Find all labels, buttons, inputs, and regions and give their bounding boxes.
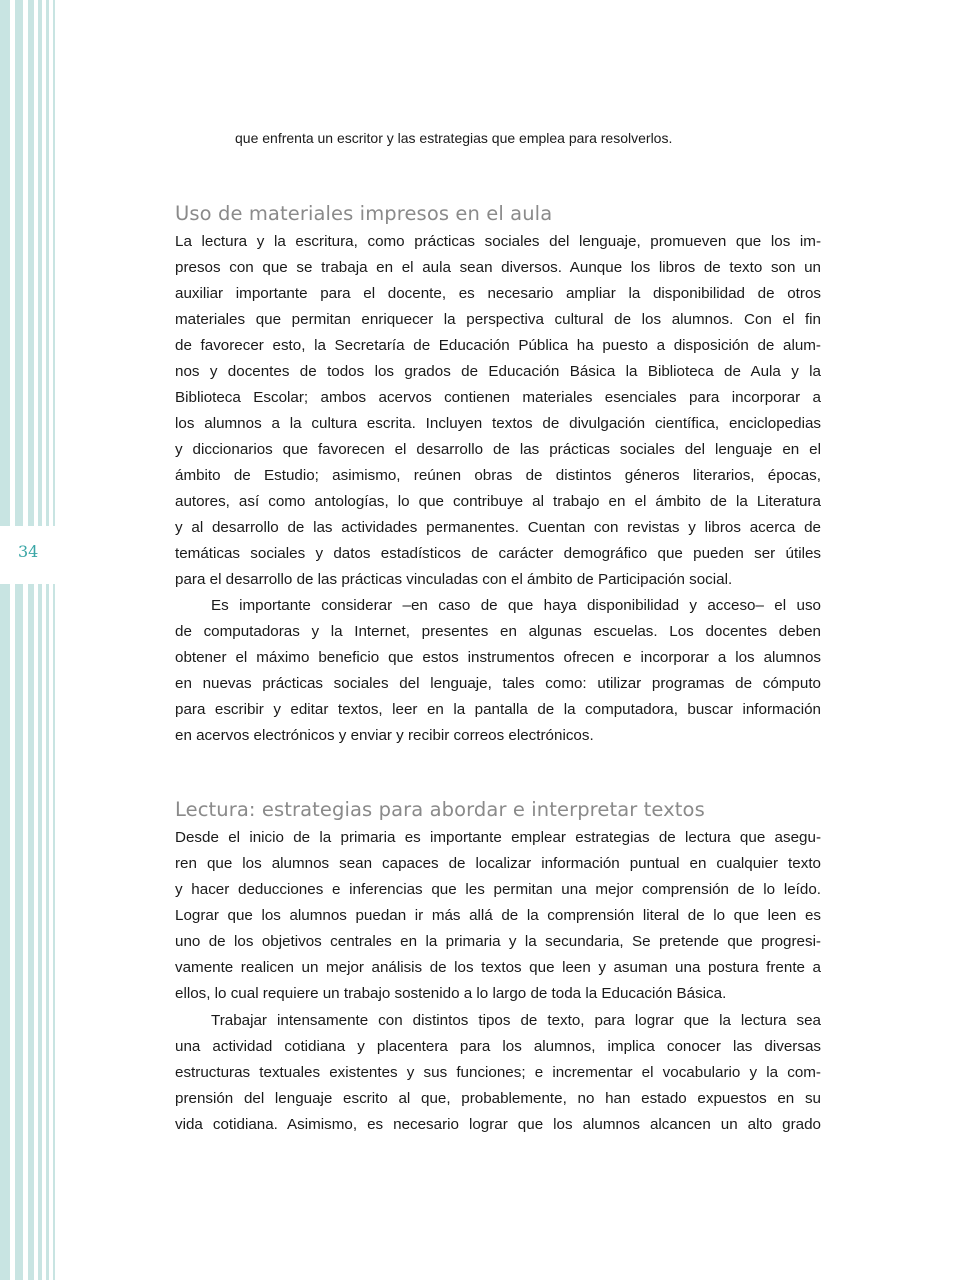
- text-line: auxiliar importante para el docente, es necesario ampliar la disponibilidad de otros: [175, 285, 821, 302]
- text-line: y hacer deducciones e inferencias que les permitan una mejor comprensión de lo leído.: [175, 881, 821, 898]
- text-line: prensión del lenguaje escrito al que, probablemente, no han estado expuestos en su: [175, 1090, 821, 1107]
- text-line: Trabajar intensamente con distintos tipos de texto, para lograr que la lectura sea: [211, 1012, 821, 1029]
- text-line: ren que los alumnos sean capaces de localizar información puntual en cualquier texto: [175, 855, 821, 872]
- text-line: ámbito de Estudio; asimismo, reúnen obras de distintos géneros literarios, épocas,: [175, 467, 821, 484]
- text-line: los alumnos a la cultura escrita. Incluyen textos de divulgación científica, enciclopedias: [175, 415, 821, 432]
- text-line: estructuras textuales existentes y sus funciones; e incrementar el vocabulario y la com-: [175, 1064, 821, 1081]
- text-line: vida cotidiana. Asimismo, es necesario lograr que los alumnos alcancen un alto grado: [175, 1116, 821, 1133]
- text-line: presos con que se trabaja en el aula sean diversos. Aunque los libros de texto son un: [175, 259, 821, 276]
- section-heading-materiales: Uso de materiales impresos en el aula: [175, 202, 553, 225]
- text-line: nos y docentes de todos los grados de Educación Básica la Biblioteca de Aula y la: [175, 363, 821, 380]
- text-line: Biblioteca Escolar; ambos acervos contienen materiales esenciales para incorporar a: [175, 389, 821, 406]
- text-line: para escribir y editar textos, leer en la pantalla de la computadora, buscar información: [175, 701, 821, 718]
- paragraph: [175, 1008, 821, 1138]
- lead-line: que enfrenta un escritor y las estrategias que emplea para resolverlos.: [235, 130, 673, 146]
- margin-stripes: [0, 0, 60, 1280]
- paragraph: [175, 593, 821, 749]
- text-line: para el desarrollo de las prácticas vinculadas con el ámbito de Participación social.: [175, 571, 733, 588]
- text-line: Desde el inicio de la primaria es importante emplear estrategias de lectura que asegu-: [175, 829, 821, 846]
- text-line: temáticas sociales y datos estadísticos de carácter demográfico que pueden ser útiles: [175, 545, 821, 562]
- page-number: 34: [18, 542, 39, 561]
- section-heading-lectura: Lectura: estrategias para abordar e interpretar textos: [175, 798, 705, 821]
- text-line: de favorecer esto, la Secretaría de Educación Pública ha puesto a disposición de alum-: [175, 337, 821, 354]
- text-line: materiales que permitan enriquecer la perspectiva cultural de los alumnos. Con el fin: [175, 311, 821, 328]
- text-line: Es importante considerar –en caso de que haya disponibilidad y acceso– el uso: [211, 597, 821, 614]
- text-line: La lectura y la escritura, como prácticas sociales del lenguaje, promueven que los im-: [175, 233, 821, 250]
- text-line: y diccionarios que favorecen el desarrollo de las prácticas sociales del lenguaje en el: [175, 441, 821, 458]
- paragraph: [175, 825, 821, 1007]
- text-line: Lograr que los alumnos puedan ir más allá de la comprensión literal de lo que leen es: [175, 907, 821, 924]
- text-line: autores, así como antologías, lo que contribuye al trabajo en el ámbito de la Literatura: [175, 493, 821, 510]
- text-line: en nuevas prácticas sociales del lenguaje, tales como: utilizar programas de cómputo: [175, 675, 821, 692]
- text-line: ellos, lo cual requiere un trabajo sostenido a lo largo de toda la Educación Básica.: [175, 985, 727, 1002]
- paragraph: [175, 229, 821, 593]
- text-line: vamente realicen un mejor análisis de los textos que leen y asuman una postura frente a: [175, 959, 821, 976]
- text-line: de computadoras y la Internet, presentes en algunas escuelas. Los docentes deben: [175, 623, 821, 640]
- text-line: una actividad cotidiana y placentera para los alumnos, implica conocer las diversas: [175, 1038, 821, 1055]
- text-line: y al desarrollo de las actividades permanentes. Cuentan con revistas y libros acerca de: [175, 519, 821, 536]
- text-line: en acervos electrónicos y enviar y recibir correos electrónicos.: [175, 727, 594, 744]
- text-line: obtener el máximo beneficio que estos instrumentos ofrecen e incorporar a los alumnos: [175, 649, 821, 666]
- text-line: uno de los objetivos centrales en la primaria y la secundaria, Se pretende que progresi-: [175, 933, 821, 950]
